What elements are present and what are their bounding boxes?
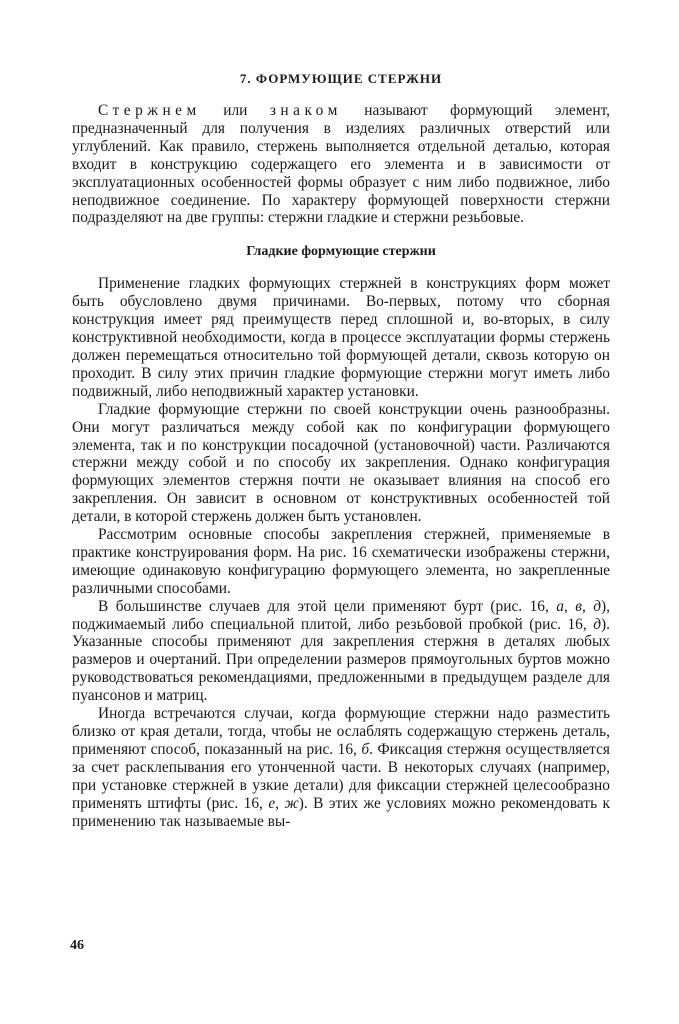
p4-text-a: В большинстве случаев для этой цели применяют бурт (рис. 16, <box>98 597 557 615</box>
intro-paragraph <box>72 102 610 227</box>
p5-text-a: Иногда встречаются случаи, когда формующие стержни надо разместить близко от края детали, тогда, чтобы не ослаблять содержащую стержень деталь, применяют способ, показанный на рис. 16, <box>72 705 610 758</box>
subsection-title: Гладкие формующие стержни <box>246 244 436 260</box>
page-number: 46 <box>70 938 84 953</box>
intro-rest: называют формующий элемент, предназначенный для получения в изделиях различных отверстий или углублений. Как правило, стержень выполняется отдельной деталью, которая входит в конструкцию содержащего его элемента и в зависимости от эксплуатационных особенностей формы образует с ним либо подвижное, либо неподвижное соединение. По характеру формующей поверхности стержни подразделяют на две группы: стержни гладкие и стержни резьбовые. <box>72 102 610 227</box>
p5-figure-letters-2: е, ж <box>268 794 299 812</box>
paragraph-3: Рассмотрим основные способы закрепления стержней, применяемые в практике конструирования форм. На рис. 16 схематически изображены стержни, имеющие одинаковую конфигурацию формующего элемента, но закрепленные различными способами. <box>72 526 610 597</box>
paragraph-5 <box>72 705 610 830</box>
term-sterzhnem: Стержнем <box>98 102 201 119</box>
p4-figure-letters-2: д <box>593 615 602 633</box>
paragraph-1: Применение гладких формующих стержней в конструкциях форм может быть обусловлено двумя причинами. Во-первых, потому что сборная конструкция имеет ряд преимуществ перед сплошной и, во-вторых, в силу конструктивной необходимости, когда в процессе эксплуатации формы стержень должен перемещаться относительно той формующей детали, сквозь которую он проходит. В силу этих причин гладкие формующие стержни могут иметь либо подвижный, либо неподвижный характер установки. <box>72 275 610 400</box>
p5-figure-letters-1: б <box>361 740 370 758</box>
p4-text-b: ), поджимаемый либо специальной плитой, либо резьбовой пробкой (рис. 16, <box>72 597 610 633</box>
page-body <box>72 70 610 830</box>
section-title: 7. ФОРМУЮЩИЕ СТЕРЖНИ <box>239 71 443 86</box>
term-joiner: или <box>223 102 248 119</box>
p5-text-b: . Фиксация стержня осуществляется за счет расклепывания его утонченной части. В некоторых случаях (например, при установке стержней в узкие детали) для фиксации стержней целесообразно применять штифты (рис. 16, <box>72 740 610 812</box>
p4-text-c: ). Указанные способы применяют для закрепления стержня в деталях любых размеров и очертаний. При определении размеров прямоугольных буртов можно руководствоваться рекомендациями, предложенными в предыдущем разделе для пуансонов и матриц. <box>72 615 610 705</box>
paragraph-2: Гладкие формующие стержни по своей конструкции очень разнообразны. Они могут различаться между собой как по конфигурации формующего элемента, так и по конструкции посадочной (установочной) части. Различаются стержни между собой и по способу их закрепления. Однако конфигурация формующих элементов стержня почти не оказывает влияния на способ его закрепления. Он зависит в основном от конструктивных особенностей той детали, в которой стержень должен быть установлен. <box>72 400 610 526</box>
paragraph-4 <box>72 598 610 705</box>
p5-text-c: ). В этих же условиях можно рекомендовать к применению так называемые вы- <box>72 794 610 830</box>
term-znakom: знаком <box>269 102 342 119</box>
p4-figure-letters-1: а, в, д <box>556 597 602 615</box>
